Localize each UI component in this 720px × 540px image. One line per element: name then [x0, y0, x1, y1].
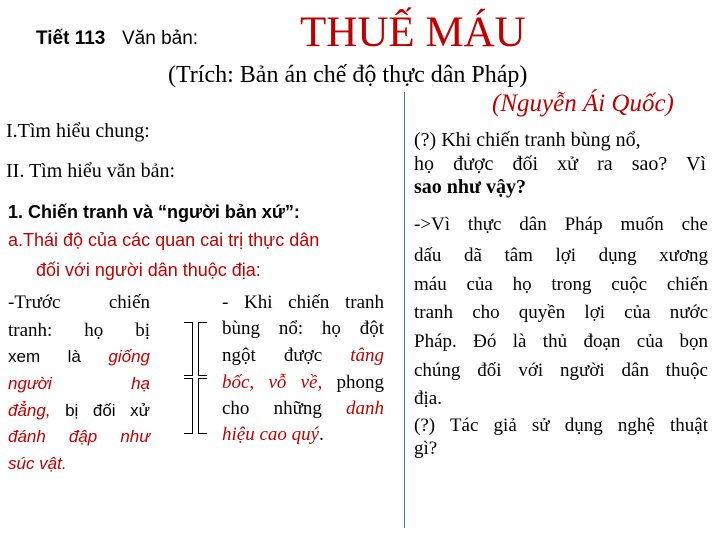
question1-line2: họ được đối xử ra sao? Vì — [414, 153, 706, 175]
brace-top-right — [198, 322, 207, 376]
sub-point-line2: đối với người dân thuộc địa: — [36, 260, 261, 280]
before-war-line5 — [8, 401, 150, 421]
question2-line2: gì? — [414, 438, 438, 459]
during-war-highlight: danh — [346, 398, 384, 419]
lesson-number: Tiết 113 — [36, 28, 106, 49]
subsection-heading: 1. Chiến tranh và “người bản xứ”: — [8, 202, 300, 222]
during-war-highlight: bốc, vỗ về, — [222, 372, 323, 393]
during-war-text: ngột được — [222, 345, 351, 366]
page-title: THUẾ MÁU — [300, 9, 526, 56]
during-war-text: phong — [322, 372, 385, 393]
question1-line3: sao như vậy? — [414, 176, 527, 198]
during-war-line2: bùng nổ: họ đột — [222, 318, 384, 339]
brace-bottom-left — [184, 378, 193, 434]
answer1-line6: chúng đối với người dân thuộc — [414, 360, 708, 381]
question2-line1: (?) Tác giả sử dụng nghệ thuật — [414, 415, 708, 436]
during-war-line1: - Khi chiến tranh — [222, 292, 384, 313]
answer1-line4: tranh cho quyền lợi của nước — [414, 302, 708, 323]
section-text-analysis: II. Tìm hiểu văn bản: — [6, 160, 176, 182]
during-war-line4 — [222, 372, 384, 394]
during-war-highlight: tâng — [350, 345, 384, 366]
during-war-highlight: hiệu cao quý — [222, 424, 320, 445]
answer1-line7: địa. — [414, 388, 442, 409]
before-war-line1: -Trước chiến — [8, 292, 150, 313]
answer1-line5: Pháp. Đó là thủ đoạn của bọn — [414, 331, 708, 352]
before-war-line3 — [8, 347, 150, 367]
during-war-line5 — [222, 398, 384, 420]
before-war-highlight: đẳng, — [8, 401, 51, 420]
before-war-line7: súc vật. — [8, 454, 67, 473]
before-war-line2: tranh: họ bị — [8, 320, 150, 341]
column-divider — [404, 92, 405, 528]
during-war-line3 — [222, 345, 384, 367]
before-war-text: xem là — [8, 347, 109, 366]
before-war-text: bị đối xử — [50, 401, 150, 420]
question1-line1: (?) Khi chiến tranh bùng nổ, — [414, 129, 641, 151]
brace-top-left — [184, 322, 193, 376]
author-name: (Nguyễn Ái Quốc) — [492, 90, 674, 117]
during-war-text: cho những — [222, 398, 346, 419]
answer1-line2: dấu dã tâm lợi dụng xương — [414, 245, 708, 266]
before-war-line6: đánh đập như — [8, 427, 150, 446]
during-war-line6 — [222, 424, 324, 446]
section-general: I.Tìm hiểu chung: — [6, 120, 150, 142]
answer1-line3: máu của họ trong cuộc chiến — [414, 274, 708, 295]
before-war-line4: người hạ — [8, 374, 150, 393]
during-war-text: . — [319, 424, 324, 445]
text-label: Văn bản: — [122, 28, 199, 49]
before-war-highlight: giống — [108, 347, 150, 366]
answer1-line1: ->Vì thực dân Pháp muốn che — [414, 214, 708, 235]
sub-point-line1: a.Thái độ của các quan cai trị thực dân — [8, 230, 320, 250]
brace-bottom-right — [198, 378, 207, 434]
excerpt-source: (Trích: Bản án chế độ thực dân Pháp) — [168, 62, 528, 88]
